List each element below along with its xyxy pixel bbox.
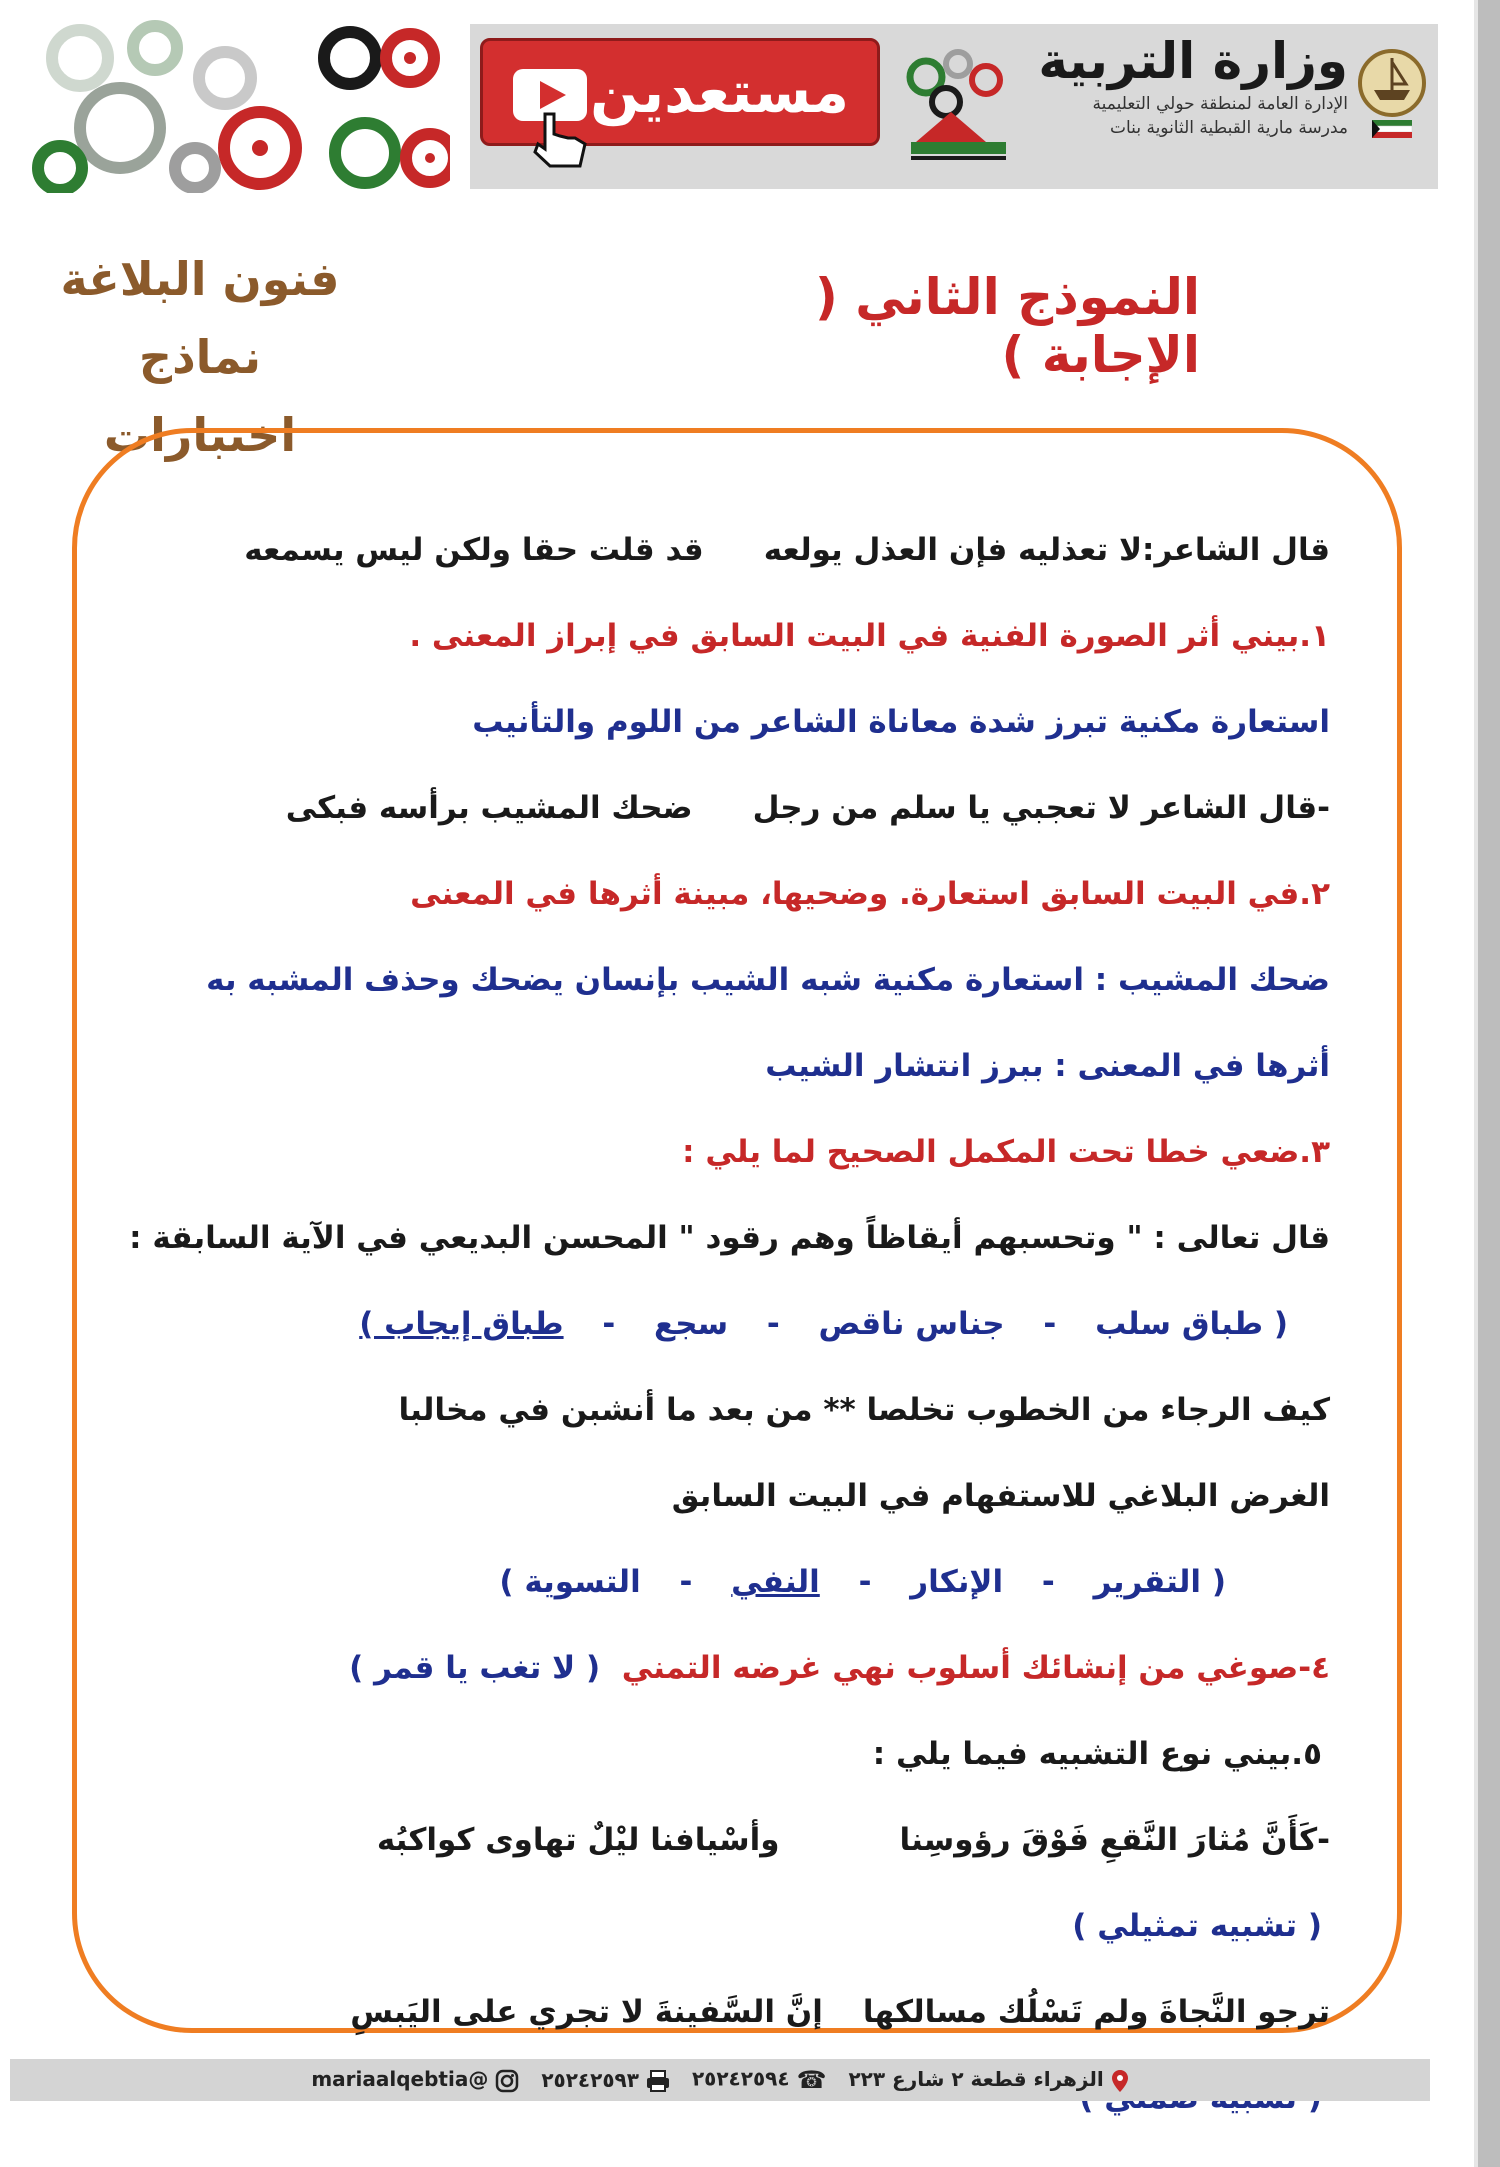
footer-phone [692, 2066, 827, 2094]
verse-2-first-half: -قال الشاعر لا تعجبي يا سلم من رجل [752, 790, 1330, 826]
option: الإنكار [910, 1564, 1004, 1600]
verse-1-second-half: قد قلت حقا ولكن ليس يسمعه [244, 532, 704, 568]
answer-4: ( لا تغب يا قمر ) [349, 1650, 601, 1686]
page-title: النموذج الثاني ( الإجابة ) [814, 268, 1200, 384]
side-title-line-1: فنون البلاغة [60, 252, 340, 306]
question-2: ٢.في البيت السابق استعارة. وضحيها، مبينة أثرها في المعنى [410, 876, 1330, 912]
footer-fax [541, 2068, 670, 2093]
question-3-verse: قال تعالى : " وتحسبهم أيقاظاً وهم رقود " المحسن البديعي في الآية السابقة : [129, 1220, 1330, 1256]
question-4-text: ٤-صوغي من إنشائك أسلوب نهي غرضه التمني [621, 1650, 1330, 1686]
gears-decoration-icon [30, 18, 450, 193]
verse-2 [180, 766, 1330, 852]
ministry-title: وزارة التربية [1038, 32, 1348, 90]
question-1: ١.بيني أثر الصورة الفنية في البيت السابق في إبراز المعنى . [409, 618, 1330, 654]
verse-3: كيف الرجاء من الخطوب تخلصا ** من بعد ما أنشبن في مخالبا [398, 1392, 1330, 1428]
footer-address [848, 2067, 1128, 2093]
location-pin-icon [1111, 2069, 1129, 2093]
option: التسوية ) [499, 1564, 641, 1600]
fax-text: ٢٥٢٤٢٥٩٣ [541, 2067, 639, 2092]
answer-5a: ( تشبيه تمثيلي ) [1072, 1908, 1322, 1944]
verse-1-first-half: قال الشاعر:لا تعذليه فإن العذل يولعه [763, 532, 1330, 568]
option: ( التقرير [1093, 1564, 1226, 1600]
verse-4-second-half: وأسْيافنا ليْلٌ تهاوى كواكبُه [376, 1822, 780, 1858]
option: سجع [654, 1306, 729, 1342]
verse-5 [180, 1970, 1330, 2056]
footer-bar [10, 2059, 1430, 2101]
page-edge [1478, 0, 1500, 2167]
option-separator: - [1041, 1564, 1055, 1600]
youtube-button-label: مستعدين [590, 58, 849, 126]
verse-5-second-half: إنَّ السَّفينةَ لا تجري على اليَبسِ [350, 1994, 823, 2030]
option-correct: طباق إيجاب ) [359, 1306, 564, 1342]
school-logo-icon [896, 42, 1016, 172]
kuwait-emblem-icon [1354, 38, 1430, 148]
footer-instagram[interactable] [311, 2067, 519, 2093]
question-3: ٣.ضعي خطا تحت المكمل الصحيح لما يلي : [682, 1134, 1330, 1170]
address-text: الزهراء قطعة ٢ شارع ٢٢٣ [848, 2067, 1104, 2092]
option-separator: - [679, 1564, 693, 1600]
content-body [129, 508, 1330, 2142]
fax-icon [646, 2070, 670, 2092]
answer-2-metaphor: ضحك المشيب : استعارة مكنية شبه الشيب بإنسان يضحك وحذف المشبه به [206, 962, 1330, 998]
ministry-block [1038, 32, 1348, 138]
verse-5-first-half: ترجو النَّجاةَ ولم تَسْلُك مسالكها [862, 1994, 1330, 2030]
ministry-subtitle-1: الإدارة العامة لمنطقة حولي التعليمية [1092, 94, 1348, 114]
option-separator: - [602, 1306, 616, 1342]
verse-4 [180, 1798, 1330, 1884]
question-3b: الغرض البلاغي للاستفهام في البيت السابق [671, 1478, 1330, 1514]
question-5: ٥.بيني نوع التشبيه فيما يلي : [872, 1736, 1322, 1772]
banner-panel [470, 24, 1438, 189]
option-separator: - [766, 1306, 780, 1342]
pointer-hand-icon [530, 104, 600, 174]
question-3-options-a [180, 1282, 1330, 1368]
phone-text: ٢٥٢٤٢٥٩٤ [691, 2066, 790, 2091]
option: ( طباق سلب [1095, 1306, 1288, 1342]
option-correct: النفي [731, 1564, 820, 1600]
header-banner [30, 18, 1440, 193]
phone-icon: ☎ [796, 2066, 827, 2094]
answer-2-effect: أثرها في المعنى : ببرز انتشار الشيب [765, 1048, 1330, 1084]
question-3-options-b [180, 1540, 1330, 1626]
verse-2-second-half: ضحك المشيب برأسه فبكى [285, 790, 693, 826]
option-separator: - [1043, 1306, 1057, 1342]
ministry-subtitle-2: مدرسة مارية القبطية الثانوية بنات [1110, 118, 1348, 138]
instagram-icon [495, 2069, 519, 2093]
option: جناس ناقص [818, 1306, 1005, 1342]
instagram-handle: @mariaalqebtia [311, 2067, 489, 2092]
option-separator: - [858, 1564, 872, 1600]
question-4 [180, 1626, 1330, 1712]
answer-1: استعارة مكنية تبرز شدة معاناة الشاعر من اللوم والتأنيب [472, 704, 1330, 740]
verse-4-first-half: -كَأَنَّ مُثارَ النَّقعِ فَوْقَ رؤوسِنا [899, 1822, 1330, 1858]
side-title-line-2: نماذج اختبارات [103, 330, 297, 462]
verse-1 [180, 508, 1330, 594]
